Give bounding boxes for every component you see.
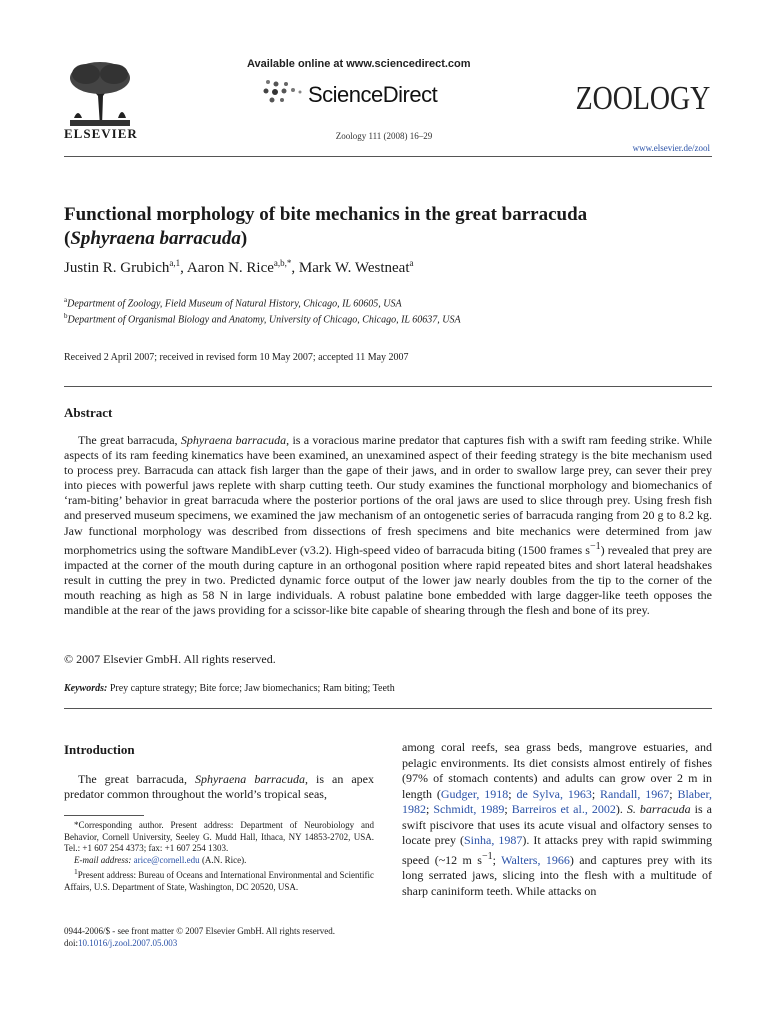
reference-link[interactable]: Sinha, 1987 xyxy=(463,833,523,847)
article-dates: Received 2 April 2007; received in revised form 10 May 2007; accepted 11 May 2007 xyxy=(64,352,409,363)
email-footnote: E-mail address: arice@cornell.edu (A.N. Rice). xyxy=(74,854,247,865)
reference-link[interactable]: Barreiros et al., 2002 xyxy=(511,802,616,816)
abstract-body: The great barracuda, Sphyraena barracuda, is a voracious marine predator that captures fish with a swift ram feeding strike. While aspects of its ram feeding kinematics have been examined, an unexamined aspect of their feeding strategy is the bite mechanism used to process prey. Barracuda can attack fish larger than the gape of their jaws, and in order to swallow large prey, can sever their prey into pieces with powerful jaws replete with sharp cutting teeth. Our study examines the functional morphology and biomechanics of ‘ram-biting’ behavior in great barracuda where the posterior portions of the oral jaws are used to slice through prey. Using fresh fish and preserved museum specimens, we examined the jaw mechanism of an ontogenetic series of barracuda ranging from 20 g to 8.2 kg. Jaw functional morphology was described from dissections of fresh specimens and bite mechanics were determined from jaw morphometrics using the software MandibLever (v3.2). High-speed video of barracuda biting (1500 frames $s^{-1}$) revealed that prey are impacted at the corner of the mouth during capture in an orthogonal position where rapid repeated bites and short lateral headshakes result in cutting the prey in two. Predicted dynamic force output of the lower jaw nearly doubles from the tip to the corner of the mouth reaching as high as 58 N in large individuals. A robust palatine bone embedded with large dagger-like teeth opposes the mandible at the rear of the jaws providing for a scissor-like bite capable of shearing through the flesh and bone of its prey. xyxy=(64,433,712,618)
reference-link[interactable]: Randall, 1967 xyxy=(600,786,670,801)
reference-link[interactable]: Walters, 1966 xyxy=(501,852,570,867)
introduction-heading: Introduction xyxy=(64,742,135,757)
dates-divider xyxy=(64,386,712,387)
doi-link[interactable]: 10.1016/j.zool.2007.05.003 xyxy=(78,938,178,948)
issn-footer: 0944-2006/$ - see front matter © 2007 Elsevier GmbH. All rights reserved. doi:10.1016/j.zool.2007.05.003 xyxy=(64,926,336,948)
journal-url-link[interactable]: www.elsevier.de/zool xyxy=(632,143,710,153)
author-name: Mark W. Westneat xyxy=(298,260,410,276)
reference-link[interactable]: de Sylva, 1963 xyxy=(516,786,592,801)
present-address-footnote: $^1$Present address: Bureau of Oceans and International Environmental and Scientific Affairs, U.S. Department of State, Washington, DC 20520, USA. xyxy=(64,867,374,892)
reference-link[interactable]: Schmidt, 1989 xyxy=(433,802,505,816)
abstract-heading: Abstract xyxy=(64,405,113,420)
publisher-name: ELSEVIER xyxy=(64,126,138,141)
journal-citation: Zoology 111 (2008) 16–29 xyxy=(335,131,433,141)
intro-right-column: among coral reefs, sea grass beds, mangrove estuaries, and pelagic environments. Its diet consists almost entirely of fishes (97% of stomach contents) and adults can grow over 2 m in length (Gudger, 1918; de Sylva, 1963; Randall, 1967; Blaber, 1982; Schmidt, 1989; Barreiros et al., 2002). S. barracuda is a swift piscivore that uses its acute visual and olfactory senses to locate prey (Sinha, 1987). It attacks prey with rapid swimming speed (~12 m $s^{-1}$; Walters, 1966) and captures prey with its long serrated jaws, slicing into the flesh with a multitude of sharp caniniform teeth. While attacks on xyxy=(402,740,712,898)
available-online-text: Available online at www.sciencedirect.com xyxy=(247,58,471,70)
corresponding-footnote: *Corresponding author. Present address: Department of Neurobiology and Behavior, Cornell University, Seeley G. Mudd Hall, Ithaca, NY 14853-2702, USA. Tel.: +1 607 254 4373; fax: +1 607 254 1303. xyxy=(64,820,374,853)
sciencedirect-logo-text: ScienceDirect xyxy=(308,82,438,107)
reference-link[interactable]: Gudger, 1918 xyxy=(440,786,509,801)
intro-left-column: The great barracuda, Sphyraena barracuda, is an apex predator common throughout the world’s tropical seas, xyxy=(64,772,375,801)
keywords: Keywords: Prey capture strategy; Bite force; Jaw biomechanics; Ram biting; Teeth xyxy=(64,683,395,694)
sciencedirect-dots-icon xyxy=(262,78,304,104)
article-title: Functional morphology of bite mechanics in the great barracuda (Sphyraena barracuda) xyxy=(64,204,588,249)
reference-link[interactable]: Blaber, 1982 xyxy=(402,786,712,816)
author-name: Justin R. Grubich xyxy=(64,260,170,276)
affiliations: $^a$Department of Zoology, Field Museum of Natural History, Chicago, IL 60605, USA $^b$Department of Organismal Biology and Anatomy, University of Chicago, Chicago, IL 60637, USA xyxy=(64,296,461,326)
footnote-divider xyxy=(64,815,144,816)
header-divider xyxy=(64,156,712,157)
author-list: Justin R. Grubich$^{a,1}$, Aaron N. Rice$^{a,b,*}$, Mark W. Westneat$^a$ xyxy=(64,258,414,276)
keywords-divider xyxy=(64,708,712,709)
author-name: Aaron N. Rice xyxy=(186,260,274,276)
footnotes xyxy=(64,820,374,893)
journal-name: ZOOLOGY xyxy=(575,80,710,117)
abstract-copyright: © 2007 Elsevier GmbH. All rights reserved. xyxy=(64,652,276,666)
email-link[interactable]: arice@cornell.edu xyxy=(133,854,200,865)
elsevier-tree-logo xyxy=(64,58,136,128)
